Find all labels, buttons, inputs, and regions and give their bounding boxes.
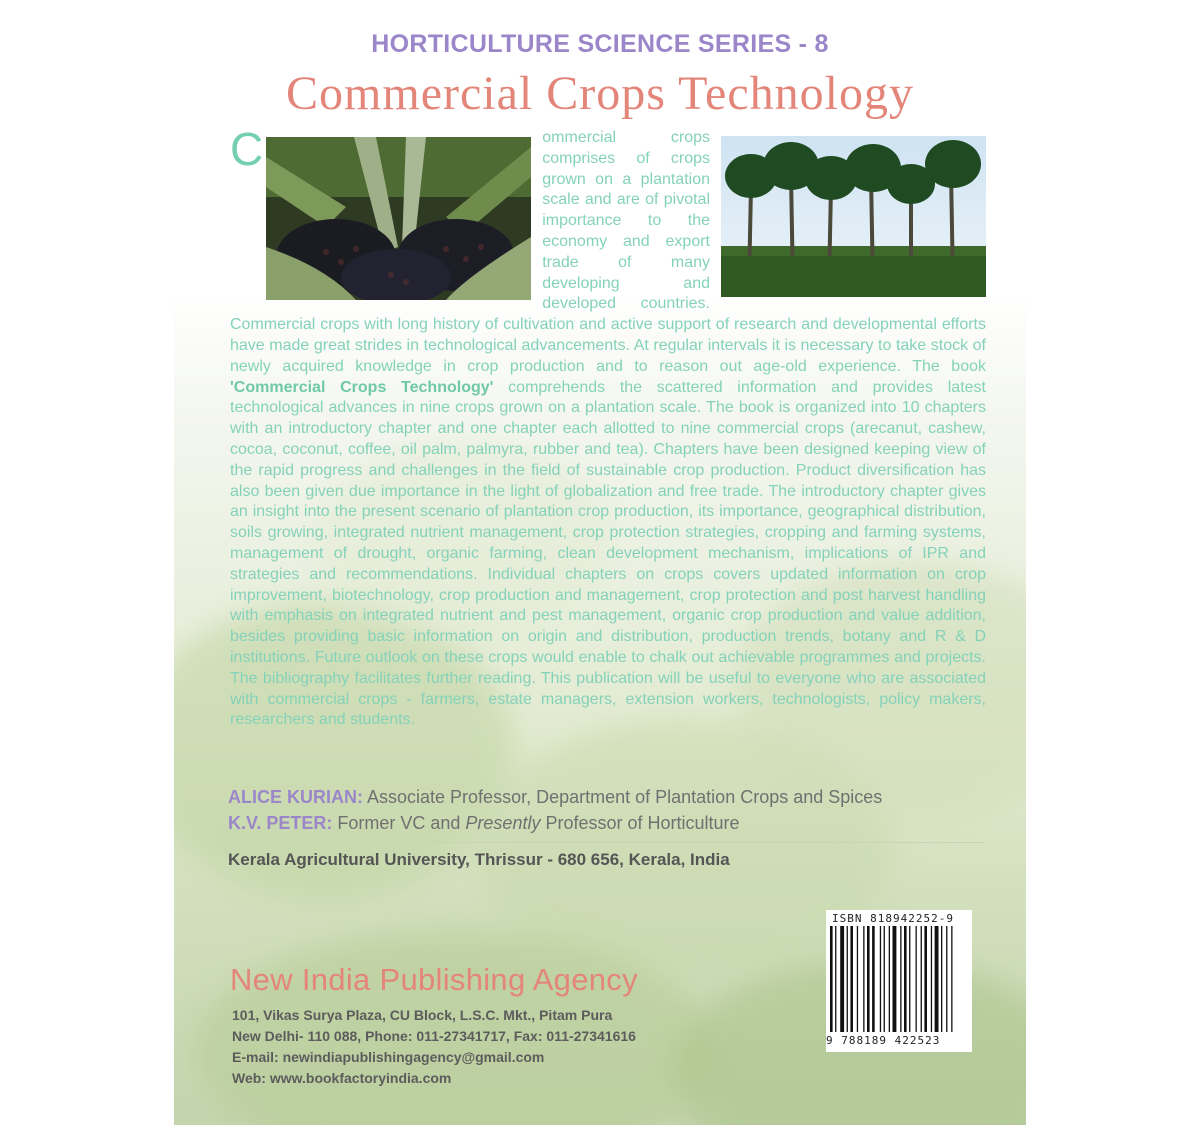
barcode-bar <box>900 926 901 1032</box>
drop-cap: C <box>230 123 264 175</box>
isbn-label: ISBN 818942252-9 <box>832 912 954 925</box>
barcode-bar <box>909 926 910 1032</box>
barcode-bar <box>863 926 864 1032</box>
author-role: Professor of Horticulture <box>540 813 740 833</box>
oil-palm-photo <box>266 137 531 300</box>
author-name: K.V. PETER: <box>228 813 333 833</box>
author-alice-kurian <box>228 784 882 810</box>
book-title-mention: 'Commercial Crops Technology' <box>230 378 494 396</box>
publisher-name: New India Publishing Agency <box>230 962 638 997</box>
series-title: HORTICULTURE SCIENCE SERIES - 8 <box>371 30 829 58</box>
barcode-bar <box>941 926 942 1032</box>
book-back-cover <box>174 0 1026 1125</box>
barcode-bar <box>867 926 870 1032</box>
divider <box>228 842 984 843</box>
author-role-emphasis: Presently <box>465 813 541 833</box>
barcode-bar <box>946 926 947 1032</box>
barcode-bar <box>916 926 917 1032</box>
address-line: E-mail: newindiapublishingagency@gmail.com <box>232 1049 545 1065</box>
blurb: C ommercial crops comprises of crops grown on a plantation scale and are of pivotal importance to the economy and export trade of many developing and developed countries. Commercial crops with long history of cultivation and active support of research and developmental efforts have made great strides in technological advancements. At regular intervals it is necessary to take stock of newly acquired knowledge in crop production and to reason out age-old experience. The book 'Commercial Crops Technology' comprehends the scattered information and provides latest technological advances in nine crops grown on a plantation scale. The book is organized into 10 chapters with an introductory chapter and one chapter each allotted to nine commercial crops (arecanut, cashew, cocoa, coconut, coffee, oil palm, palmyra, rubber and tea). Chapters have been designed keeping view of the rapid progress and challenges in the field of sustainable crop production. Product diversification has also been given due importance in the light of globalization and free trade. The introductory chapter gives an insight into the present scenario of plantation crop production, its importance, geographical distribution, soils growing, integrated nutrient management, crop protection strategies, cropping and farming systems, management of drought, organic farming, clean development mechanism, implications of IPR and strategies and recommendations. Individual chapters on crops covers updated information on crop improvement, biotechnology, crop production and management, crop protection and post harvest handling with emphasis on integrated nutrient and pest management, organic crop production and value addition, besides providing basic information on origin and distribution, production trends, botany and R & D institutions. Future outlook on these crops would enable to chalk out achievable programmes and projects. The bibliography facilitates further reading. This publication will be useful to everyone who are associated with commercial crops - farmers, estate managers, extension workers, technologists, policy makers, researchers and students. <box>230 123 986 729</box>
barcode-bars <box>826 926 972 1034</box>
barcode-bar <box>904 926 907 1032</box>
authors <box>228 784 882 836</box>
barcode-bar <box>935 926 939 1032</box>
barcode-bar <box>847 926 848 1032</box>
author-role: Associate Professor, Department of Plantation Crops and Spices <box>363 787 883 807</box>
barcode-bar <box>835 926 836 1032</box>
barcode-bar <box>921 926 922 1032</box>
university: Kerala Agricultural University, Thrissur - 680 656, Kerala, India <box>228 850 730 869</box>
barcode-digits: 9 788189 422523 <box>826 1034 941 1047</box>
barcode-bar <box>880 926 881 1032</box>
publisher-address <box>232 1005 636 1089</box>
book-title: Commercial Crops Technology <box>286 67 914 120</box>
address-line: New Delhi- 110 088, Phone: 011-27341717, Fax: 011-27341616 <box>232 1028 636 1044</box>
author-name: ALICE KURIAN: <box>228 787 363 807</box>
barcode-bar <box>893 926 897 1032</box>
barcode-bar <box>889 926 890 1032</box>
author-kv-peter <box>228 810 882 836</box>
barcode-bar <box>830 926 833 1032</box>
author-role: Former VC and <box>332 813 466 833</box>
barcode-bar <box>840 926 844 1032</box>
barcode-bar <box>857 926 858 1032</box>
barcode-bar <box>931 926 932 1032</box>
isbn-barcode <box>826 910 972 1052</box>
address-line: Web: www.bookfactoryindia.com <box>232 1070 452 1086</box>
address-line: 101, Vikas Surya Plaza, CU Block, L.S.C. Mkt., Pitam Pura <box>232 1007 613 1023</box>
barcode-bar <box>872 926 875 1032</box>
barcode-bar <box>884 926 885 1032</box>
barcode-bar <box>924 926 927 1032</box>
barcode-bar <box>850 926 853 1032</box>
barcode-bar <box>951 926 952 1032</box>
palmyra-trees-photo <box>721 136 986 297</box>
